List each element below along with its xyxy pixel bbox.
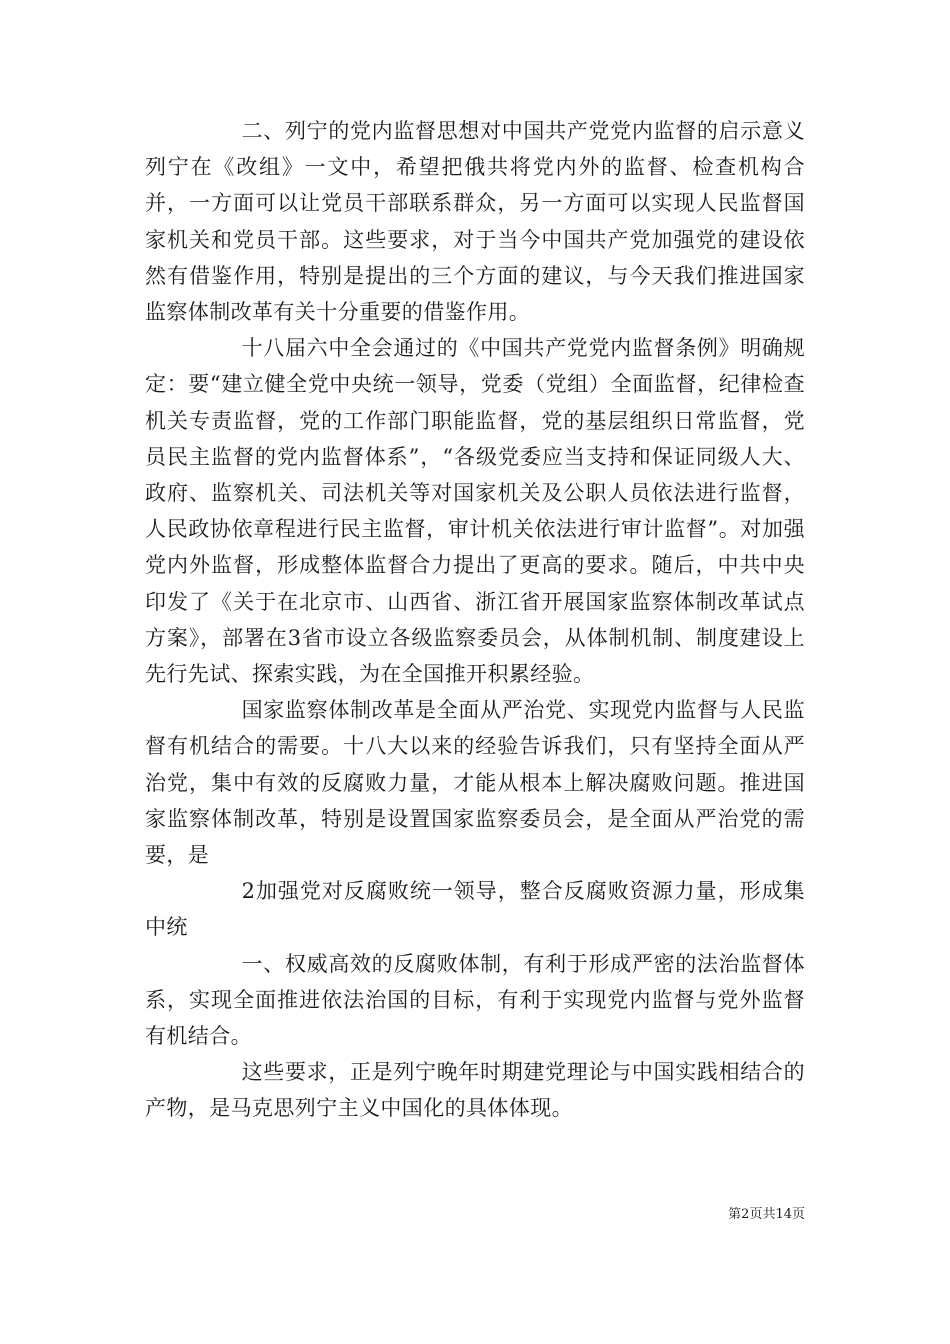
page-number-footer: 第2页共14页 — [728, 1207, 805, 1222]
paragraph-1: 二、列宁的党内监督思想对中国共产党党内监督的启示意义列宁在《改组》一文中，希望把俄共将党内外的监督、检查机构合并，一方面可以让党员干部联系群众，另一方面可以实现人民监督国家机关和党员干部。这些要求，对于当今中国共产党加强党的建设依然有借鉴作用，特别是提出的三个方面的建议，与今天我们推进国家监察体制改革有关十分重要的借鉴作用。 — [145, 119, 805, 325]
paragraph-2: 十八届六中全会通过的《中国共产党党内监督条例》明确规定：要“建立健全党中央统一领导，党委（党组）全面监督，纪律检查机关专责监督，党的工作部门职能监督，党的基层组织日常监督，党员民主监督的党内监督体系”，“各级党委应当支持和保证同级人大、政府、监察机关、司法机关等对国家机关及公职人员依法进行监督，人民政协依章程进行民主监督，审计机关依法进行审计监督”。对加强党内外监督，形成整体监督合力提出了更高的要求。随后，中共中央印发了《关于在北京市、山西省、浙江省开展国家监察体制改革试点方案》，部署在3省市设立各级监察委员会，从体制机制、制度建设上先行先试、探索实践，为在全国推开积累经验。 — [145, 336, 805, 687]
paragraph-5: 一、权威高效的反腐败体制，有利于形成严密的法治监督体系，实现全面推进依法治国的目标，有利于实现党内监督与党外监督有机结合。 — [145, 951, 805, 1049]
paragraph-4: 2加强党对反腐败统一领导，整合反腐败资源力量，形成集中统 — [145, 879, 805, 940]
paragraph-6: 这些要求，正是列宁晚年时期建党理论与中国实践相结合的产物，是马克思列宁主义中国化的具体体现。 — [145, 1060, 805, 1121]
paragraph-3: 国家监察体制改革是全面从严治党、实现党内监督与人民监督有机结合的需要。十八大以来的经验告诉我们，只有坚持全面从严治党，集中有效的反腐败力量，才能从根本上解决腐败问题。推进国家监察体制改革，特别是设置国家监察委员会，是全面从严治党的需要，是 — [145, 698, 805, 868]
document-body — [145, 113, 805, 1127]
